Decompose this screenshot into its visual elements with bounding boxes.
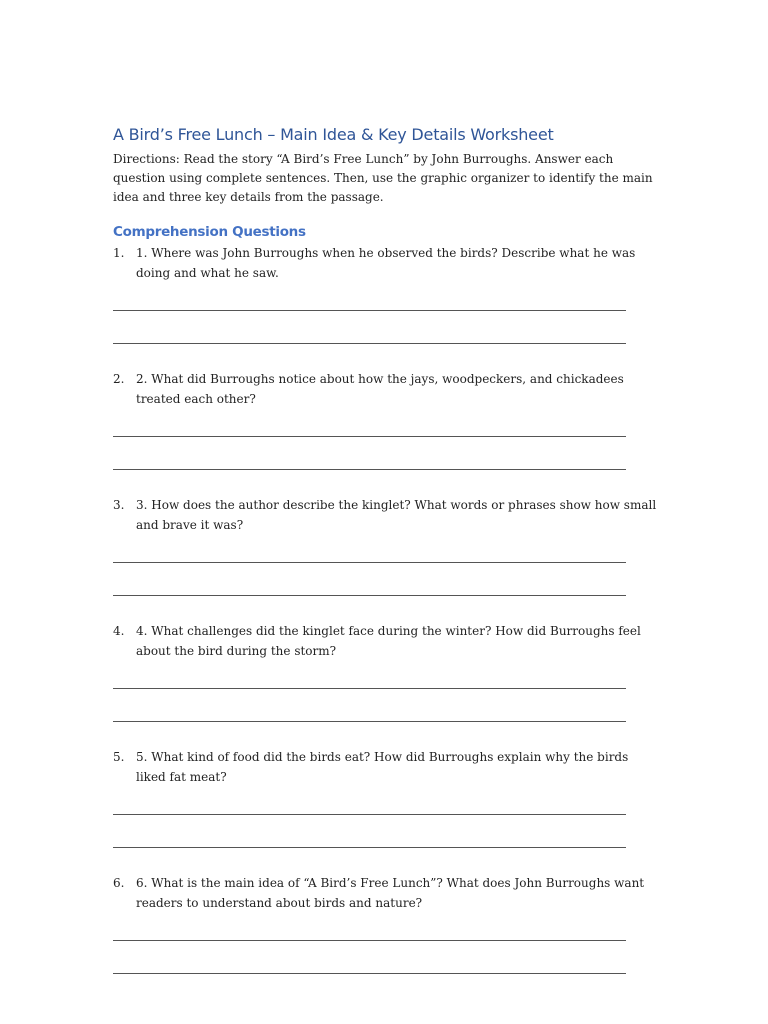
- question-number: 4.: [113, 624, 125, 638]
- question-text: 3. How does the author describe the kinglet? What words or phrases show how small and brave it was?: [136, 498, 657, 532]
- question-number: 2.: [113, 372, 125, 386]
- section-heading: Comprehension Questions: [113, 224, 306, 240]
- question-number: 6.: [113, 876, 125, 890]
- answer-line[interactable]: [113, 562, 626, 563]
- question-2: [113, 370, 658, 470]
- worksheet-title: A Bird’s Free Lunch – Main Idea & Key Details Worksheet: [113, 125, 554, 144]
- answer-line[interactable]: [113, 973, 626, 974]
- question-text: 4. What challenges did the kinglet face during the winter? How did Burroughs feel about the bird during the storm?: [136, 624, 641, 658]
- directions-text: Directions: Read the story “A Bird’s Free Lunch” by John Burroughs. Answer each question using complete sentences. Then, use the graphic organizer to identify the main idea and three key details from the passage.: [113, 152, 653, 204]
- question-6: [113, 874, 658, 974]
- question-3: [113, 496, 658, 596]
- answer-line[interactable]: [113, 940, 626, 941]
- answer-line[interactable]: [113, 847, 626, 848]
- question-5: [113, 748, 658, 848]
- question-text: 2. What did Burroughs notice about how the jays, woodpeckers, and chickadees treated each other?: [136, 372, 624, 406]
- answer-line[interactable]: [113, 721, 626, 722]
- worksheet-page: [113, 124, 658, 974]
- answer-line[interactable]: [113, 688, 626, 689]
- question-number: 1.: [113, 246, 125, 260]
- question-number: 5.: [113, 750, 125, 764]
- question-text: 5. What kind of food did the birds eat? How did Burroughs explain why the birds liked fat meat?: [136, 750, 629, 784]
- question-1: [113, 244, 658, 344]
- answer-line[interactable]: [113, 469, 626, 470]
- question-list: [113, 244, 658, 974]
- question-4: [113, 622, 658, 722]
- answer-line[interactable]: [113, 343, 626, 344]
- question-text: 1. Where was John Burroughs when he observed the birds? Describe what he was doing and what he saw.: [136, 246, 636, 280]
- answer-line[interactable]: [113, 436, 626, 437]
- answer-line[interactable]: [113, 814, 626, 815]
- answer-line[interactable]: [113, 310, 626, 311]
- answer-line[interactable]: [113, 595, 626, 596]
- question-text: 6. What is the main idea of “A Bird’s Free Lunch”? What does John Burroughs want readers to understand about birds and nature?: [136, 876, 645, 910]
- question-number: 3.: [113, 498, 125, 512]
